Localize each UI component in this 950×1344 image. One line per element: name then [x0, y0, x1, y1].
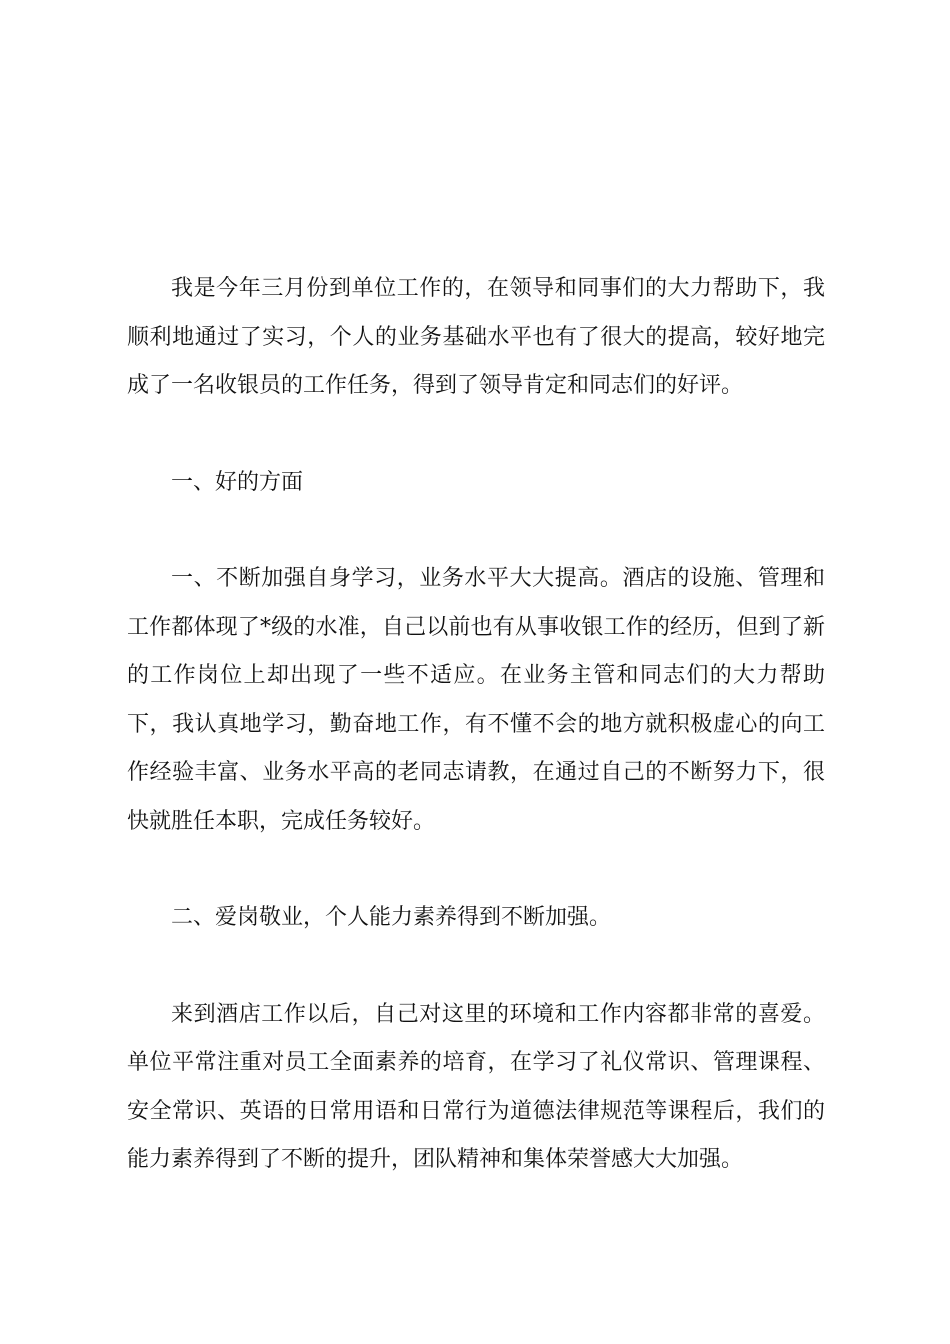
dedication-heading: 二、爱岗敬业，个人能力素养得到不断加强。	[171, 905, 612, 930]
document-body	[127, 265, 825, 1185]
study-paragraph: 一、不断加强自身学习，业务水平大大提高。酒店的设施、管理和工作都体现了*级的水准，自己以前也有从事收银工作的经历，但到了新的工作岗位上却出现了一些不适应。在业务主管和同志们的大力帮助下，我认真地学习，勤奋地工作，有不懂不会的地方就积极虚心的向工作经验丰富、业务水平高的老同志请教，在通过自己的不断努力下，很快就胜任本职，完成任务较好。	[127, 566, 825, 834]
intro-paragraph: 我是今年三月份到单位工作的，在领导和同事们的大力帮助下，我顺利地通过了实习，个人的业务基础水平也有了很大的提高，较好地完成了一名收银员的工作任务，得到了领导肯定和同志们的好评。	[127, 276, 825, 398]
section-heading-good-aspects: 一、好的方面	[171, 469, 304, 495]
paragraph-spacer	[127, 507, 825, 555]
paragraph-spacer	[127, 411, 825, 459]
hotel-work-paragraph: 来到酒店工作以后，自己对这里的环境和工作内容都非常的喜爱。单位平常注重对员工全面素养的培育，在学习了礼仪常识、管理课程、安全常识、英语的日常用语和日常行为道德法律规范等课程后，我们的能力素养得到了不断的提升，团队精神和集体荣誉感大大加强。	[127, 1001, 825, 1172]
paragraph-spacer	[127, 943, 825, 991]
paragraph-spacer	[127, 846, 825, 894]
